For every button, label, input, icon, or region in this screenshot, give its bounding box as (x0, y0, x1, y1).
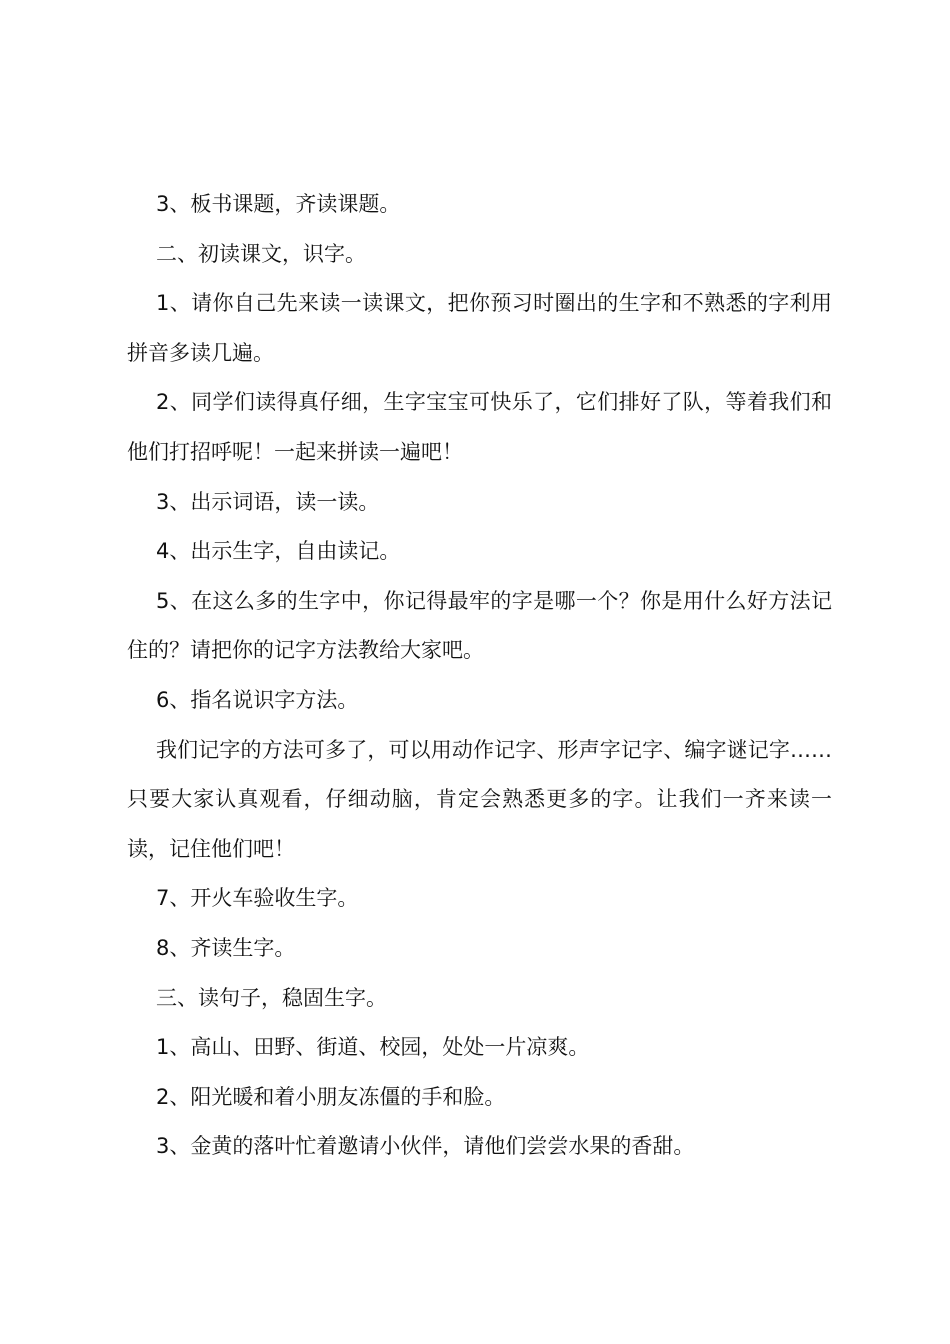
paragraph: 1、请你自己先来读一读课文，把你预习时圈出的生字和不熟悉的字利用拼音多读几遍。 (127, 291, 832, 365)
paragraph: 2、同学们读得真仔细，生字宝宝可快乐了，它们排好了队，等着我们和他们打招呼呢！一起来拼读一遍吧！ (127, 390, 832, 464)
paragraph: 我们记字的方法可多了，可以用动作记字、形声字记字、编字谜记字……只要大家认真观看，仔细动脑，肯定会熟悉更多的字。让我们一齐来读一读，记住他们吧！ (127, 737, 832, 861)
paragraph: 3、板书课题，齐读课题。 (156, 192, 401, 216)
paragraph: 三、读句子，稳固生字。 (156, 985, 387, 1010)
paragraph: 3、金黄的落叶忙着邀请小伙伴，请他们尝尝水果的香甜。 (156, 1134, 695, 1159)
paragraph: 2、阳光暖和着小朋友冻僵的手和脸。 (156, 1084, 506, 1109)
paragraph: 4、出示生字，自由读记。 (156, 539, 401, 564)
paragraph: 二、初读课文，识字。 (156, 241, 366, 266)
paragraph: 3、出示词语，读一读。 (156, 489, 380, 514)
paragraph: 1、高山、田野、街道、校园，处处一片凉爽。 (156, 1035, 590, 1060)
paragraph: 6、指名说识字方法。 (156, 687, 359, 712)
paragraph: 7、开火车验收生字。 (156, 886, 359, 911)
paragraph: 5、在这么多的生字中，你记得最牢的字是哪一个？你是用什么好方法记住的？请把你的记字方法教给大家吧。 (127, 588, 832, 663)
paragraph: 8、齐读生字。 (156, 935, 296, 960)
document-body (127, 180, 832, 1172)
